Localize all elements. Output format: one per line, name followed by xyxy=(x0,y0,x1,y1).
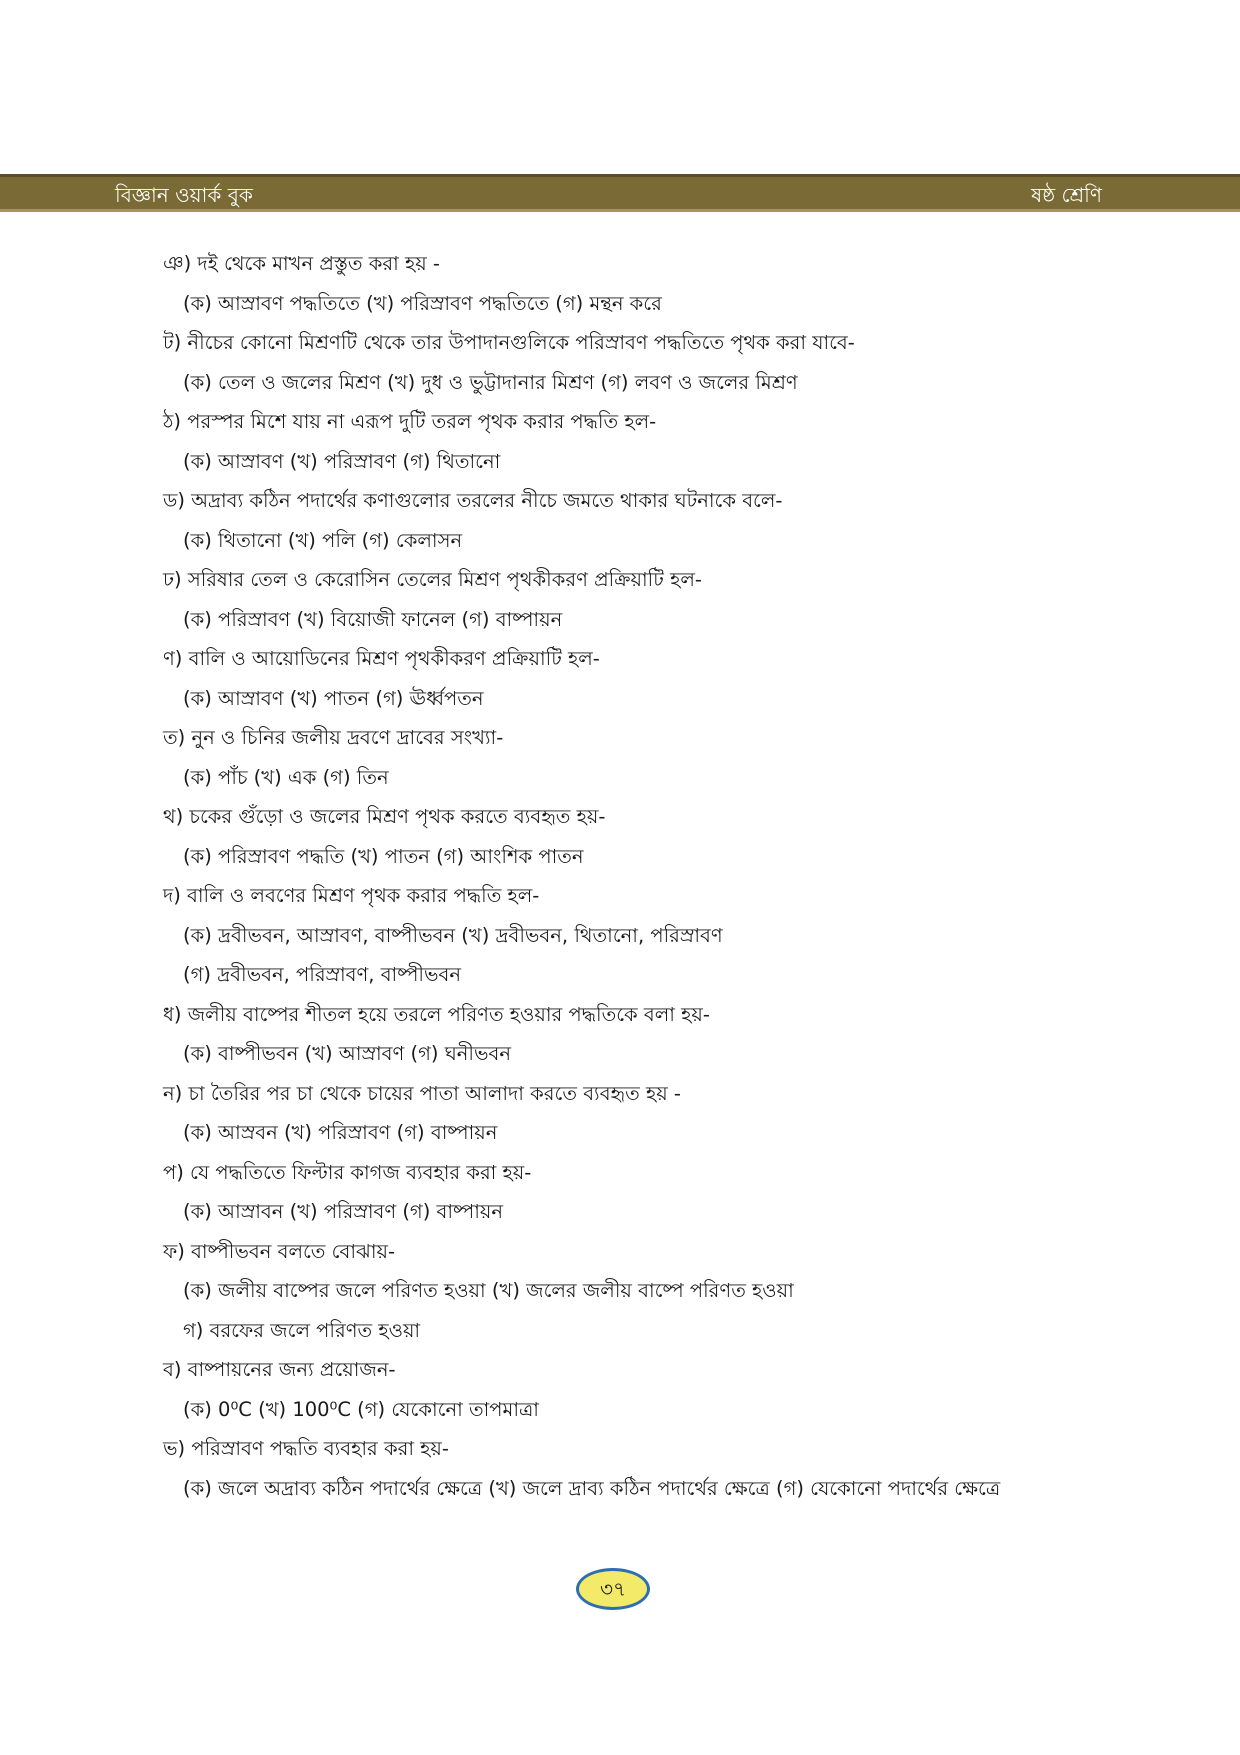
options-line: (ক) বাষ্পীভবন (খ) আস্রাবণ (গ) ঘনীভবন xyxy=(183,1042,511,1065)
options-line: (ক) 0⁰C (খ) 100⁰C (গ) যেকোনো তাপমাত্রা xyxy=(183,1397,539,1421)
options-line: (গ) দ্রবীভবন, পরিস্রাবণ, বাষ্পীভবন xyxy=(183,963,462,986)
question-line: ন) চা তৈরির পর চা থেকে চায়ের পাতা আলাদা করতে ব্যবহৃত হয় - xyxy=(163,1081,681,1105)
question-line: ব) বাষ্পায়নের জন্য প্রয়োজন- xyxy=(163,1358,396,1381)
question-line: ঠ) পরস্পর মিশে যায় না এরূপ দুটি তরল পৃথক করার পদ্ধতি হল- xyxy=(163,410,657,433)
question-line: ট) নীচের কোনো মিশ্রণটি থেকে তার উপাদানগুলিকে পরিস্রাবণ পদ্ধতিতে পৃথক করা যাবে- xyxy=(163,331,855,354)
options-line: (ক) পরিস্রাবণ (খ) বিয়োজী ফানেল (গ) বাষ্পায়ন xyxy=(183,607,563,631)
options-line: (ক) জলে অদ্রাব্য কঠিন পদার্থের ক্ষেত্রে (খ) জলে দ্রাব্য কঠিন পদার্থের ক্ষেত্রে (গ) যেকোনো পদার্থের ক্ষেত্রে xyxy=(183,1476,1001,1500)
options-line: (ক) আস্রাবণ (খ) পাতন (গ) ঊর্ধ্বপতন xyxy=(183,686,484,710)
options-line: (ক) আস্রাবণ পদ্ধতিতে (খ) পরিস্রাবণ পদ্ধতিতে (গ) মন্থন করে xyxy=(183,291,662,315)
options-line: (ক) থিতানো (খ) পলি (গ) কেলাসন xyxy=(183,528,463,552)
question-line: দ) বালি ও লবণের মিশ্রণ পৃথক করার পদ্ধতি হল- xyxy=(163,884,540,907)
options-line: (ক) পাঁচ (খ) এক (গ) তিন xyxy=(183,765,389,789)
options-line: (ক) তেল ও জলের মিশ্রণ (খ) দুধ ও ভুট্টাদানার মিশ্রণ (গ) লবণ ও জলের মিশ্রণ xyxy=(183,370,798,394)
question-line: ভ) পরিস্রাবণ পদ্ধতি ব্যবহার করা হয়- xyxy=(163,1437,449,1460)
question-line: ঞ) দই থেকে মাখন প্রস্তুত করা হয় - xyxy=(163,252,440,275)
question-line: ঢ) সরিষার তেল ও কেরোসিন তেলের মিশ্রণ পৃথকীকরণ প্রক্রিয়াটি হল- xyxy=(163,568,702,591)
question-line: ফ) বাষ্পীভবন বলতে বোঝায়- xyxy=(163,1239,395,1263)
options-line: (ক) আস্রাবণ (খ) পরিস্রাবণ (গ) থিতানো xyxy=(183,449,501,473)
class-label: ষষ্ঠ শ্রেণি xyxy=(1031,183,1102,207)
question-line: ড) অদ্রাব্য কঠিন পদার্থের কণাগুলোর তরলের নীচে জমতে থাকার ঘটনাকে বলে- xyxy=(163,489,783,512)
page-number: ৩৭ xyxy=(576,1568,650,1610)
question-list xyxy=(163,244,1163,1508)
question-line: ত) নুন ও চিনির জলীয় দ্রবণে দ্রাবের সংখ্যা- xyxy=(163,726,504,749)
book-title: বিজ্ঞান ওয়ার্ক বুক xyxy=(115,183,253,207)
options-line: (ক) পরিস্রাবণ পদ্ধতি (খ) পাতন (গ) আংশিক পাতন xyxy=(183,844,584,868)
options-line: (ক) জলীয় বাষ্পের জলে পরিণত হওয়া (খ) জলের জলীয় বাষ্পে পরিণত হওয়া xyxy=(183,1279,794,1302)
question-line: প) যে পদ্ধতিতে ফিল্টার কাগজ ব্যবহার করা হয়- xyxy=(163,1160,532,1184)
options-line: (ক) দ্রবীভবন, আস্রাবণ, বাষ্পীভবন (খ) দ্রবীভবন, থিতানো, পরিস্রাবণ xyxy=(183,923,723,947)
question-line: ণ) বালি ও আয়োডিনের মিশ্রণ পৃথকীকরণ প্রক্রিয়াটি হল- xyxy=(163,647,600,670)
options-line: গ) বরফের জলে পরিণত হওয়া xyxy=(183,1318,421,1342)
options-line: (ক) আস্রবন (খ) পরিস্রাবণ (গ) বাষ্পায়ন xyxy=(183,1121,498,1144)
question-line: থ) চকের গুঁড়ো ও জলের মিশ্রণ পৃথক করতে ব্যবহৃত হয়- xyxy=(163,805,606,828)
question-line: ধ) জলীয় বাষ্পের শীতল হয়ে তরলে পরিণত হওয়ার পদ্ধতিকে বলা হয়- xyxy=(163,1002,710,1026)
options-line: (ক) আস্রাবন (খ) পরিস্রাবণ (গ) বাষ্পায়ন xyxy=(183,1200,504,1223)
header-band xyxy=(0,174,1240,212)
